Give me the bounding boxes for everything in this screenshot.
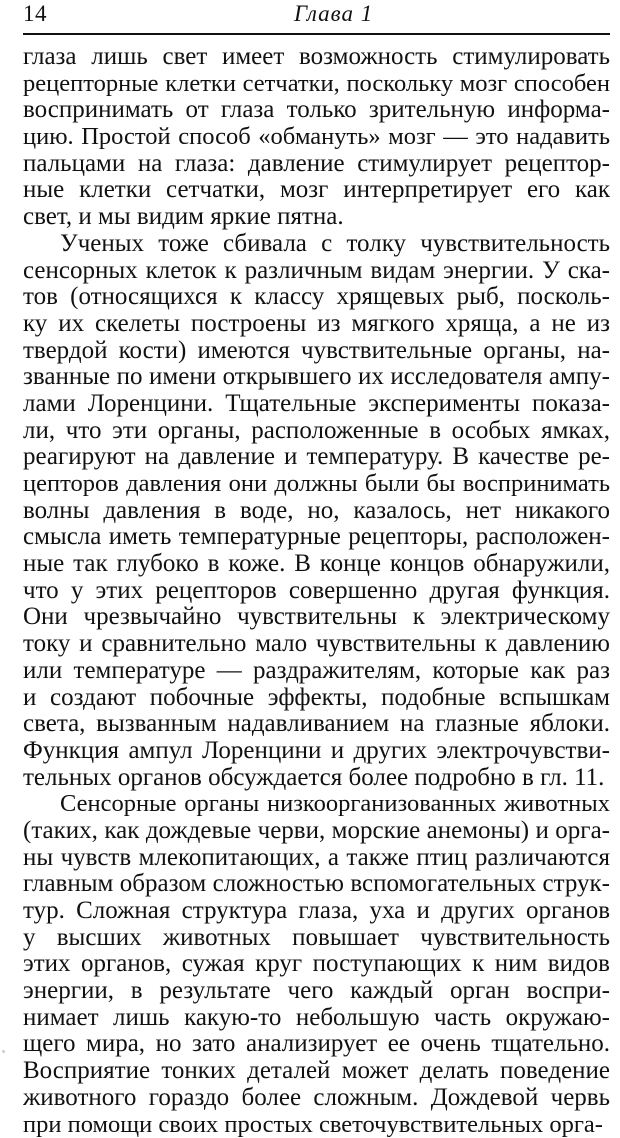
text-line: воспринимать от глаза только зрительную информа- <box>23 97 610 124</box>
text-line: цию. Простой способ «обмануть» мозг — это надавить <box>23 124 610 151</box>
text-line: нимает лишь какую-то небольшую часть окружаю- <box>23 1005 610 1032</box>
text-line: животного гораздо более сложным. Дождевой червь <box>23 1085 610 1112</box>
text-line: волны давления в воде, но, казалось, нет никакого <box>23 498 610 525</box>
text-line: ные клетки сетчатки, мозг интерпретирует его как <box>23 177 610 204</box>
text-line: этих органов, сужая круг поступающих к ним видов <box>23 951 610 978</box>
text-line: реагируют на давление и температуру. В качестве ре- <box>23 444 610 471</box>
text-line: ку их скелеты построены из мягкого хряща, а не из <box>23 311 610 338</box>
page-header <box>0 0 620 40</box>
text-line: главным образом сложностью вспомогательных струк- <box>23 871 610 898</box>
text-line: току и сравнительно мало чувствительны к давлению <box>23 631 610 658</box>
text-line: ные так глубоко в коже. В конце концов обнаружили, <box>23 551 610 578</box>
text-line: и создают побочные эффекты, подобные вспышкам <box>23 685 610 712</box>
text-line: Функция ампул Лоренцини и других электрочувстви- <box>23 738 610 765</box>
text-line: смысла иметь температурные рецепторы, расположен- <box>23 524 610 551</box>
paragraph <box>23 44 610 231</box>
text-line: энергии, в результате чего каждый орган воспри- <box>23 978 610 1005</box>
chapter-running-head: Глава 1 <box>294 1 373 27</box>
text-line: Сенсорные органы низкоорганизованных животных <box>23 791 610 818</box>
page-number: 14 <box>23 1 47 27</box>
header-rule <box>23 33 610 35</box>
text-line: света, вызванным надавливанием на глазные яблоки. <box>23 711 610 738</box>
text-line: глаза лишь свет имеет возможность стимулировать <box>23 44 610 71</box>
text-line: Ученых тоже сбивала с толку чувствительность <box>23 231 610 258</box>
paragraph <box>23 791 610 1138</box>
text-line: цепторов давления они должны были бы воспринимать <box>23 471 610 498</box>
text-line: тур. Сложная структура глаза, уха и других органов <box>23 898 610 925</box>
text-line: Восприятие тонких деталей может делать поведение <box>23 1058 610 1085</box>
text-line: званные по имени открывшего их исследователя ампу- <box>23 364 610 391</box>
text-line: что у этих рецепторов совершенно другая функция. <box>23 578 610 605</box>
text-line: тов (относящихся к классу хрящевых рыб, посколь- <box>23 284 610 311</box>
text-line: или температуре — раздражителям, которые как раз <box>23 658 610 685</box>
text-line: при помощи своих простых светочувствительных орга- <box>23 1112 610 1138</box>
scan-speck <box>2 1050 5 1053</box>
text-line: лами Лоренцини. Тщательные эксперименты показа- <box>23 391 610 418</box>
text-line: тельных органов обсуждается более подробно в гл. 11. <box>23 765 610 792</box>
text-line: твердой кости) имеются чувствительные органы, на- <box>23 338 610 365</box>
text-line: рецепторные клетки сетчатки, поскольку мозг способен <box>23 71 610 98</box>
text-line: ли, что эти органы, расположенные в особых ямках, <box>23 418 610 445</box>
text-line: щего мира, но зато анализирует ее очень тщательно. <box>23 1031 610 1058</box>
text-line: (таких, как дождевые черви, морские анемоны) и орга- <box>23 818 610 845</box>
text-line: ны чувств млекопитающих, а также птиц различаются <box>23 845 610 872</box>
text-line: сенсорных клеток к различным видам энергии. У ска- <box>23 258 610 285</box>
text-line: пальцами на глаза: давление стимулирует рецептор- <box>23 151 610 178</box>
text-line: у высших животных повышает чувствительность <box>23 925 610 952</box>
text-line: Они чрезвычайно чувствительны к электрическому <box>23 604 610 631</box>
paragraph <box>23 231 610 791</box>
body-text <box>23 44 610 1138</box>
text-line: свет, и мы видим яркие пятна. <box>23 204 610 231</box>
